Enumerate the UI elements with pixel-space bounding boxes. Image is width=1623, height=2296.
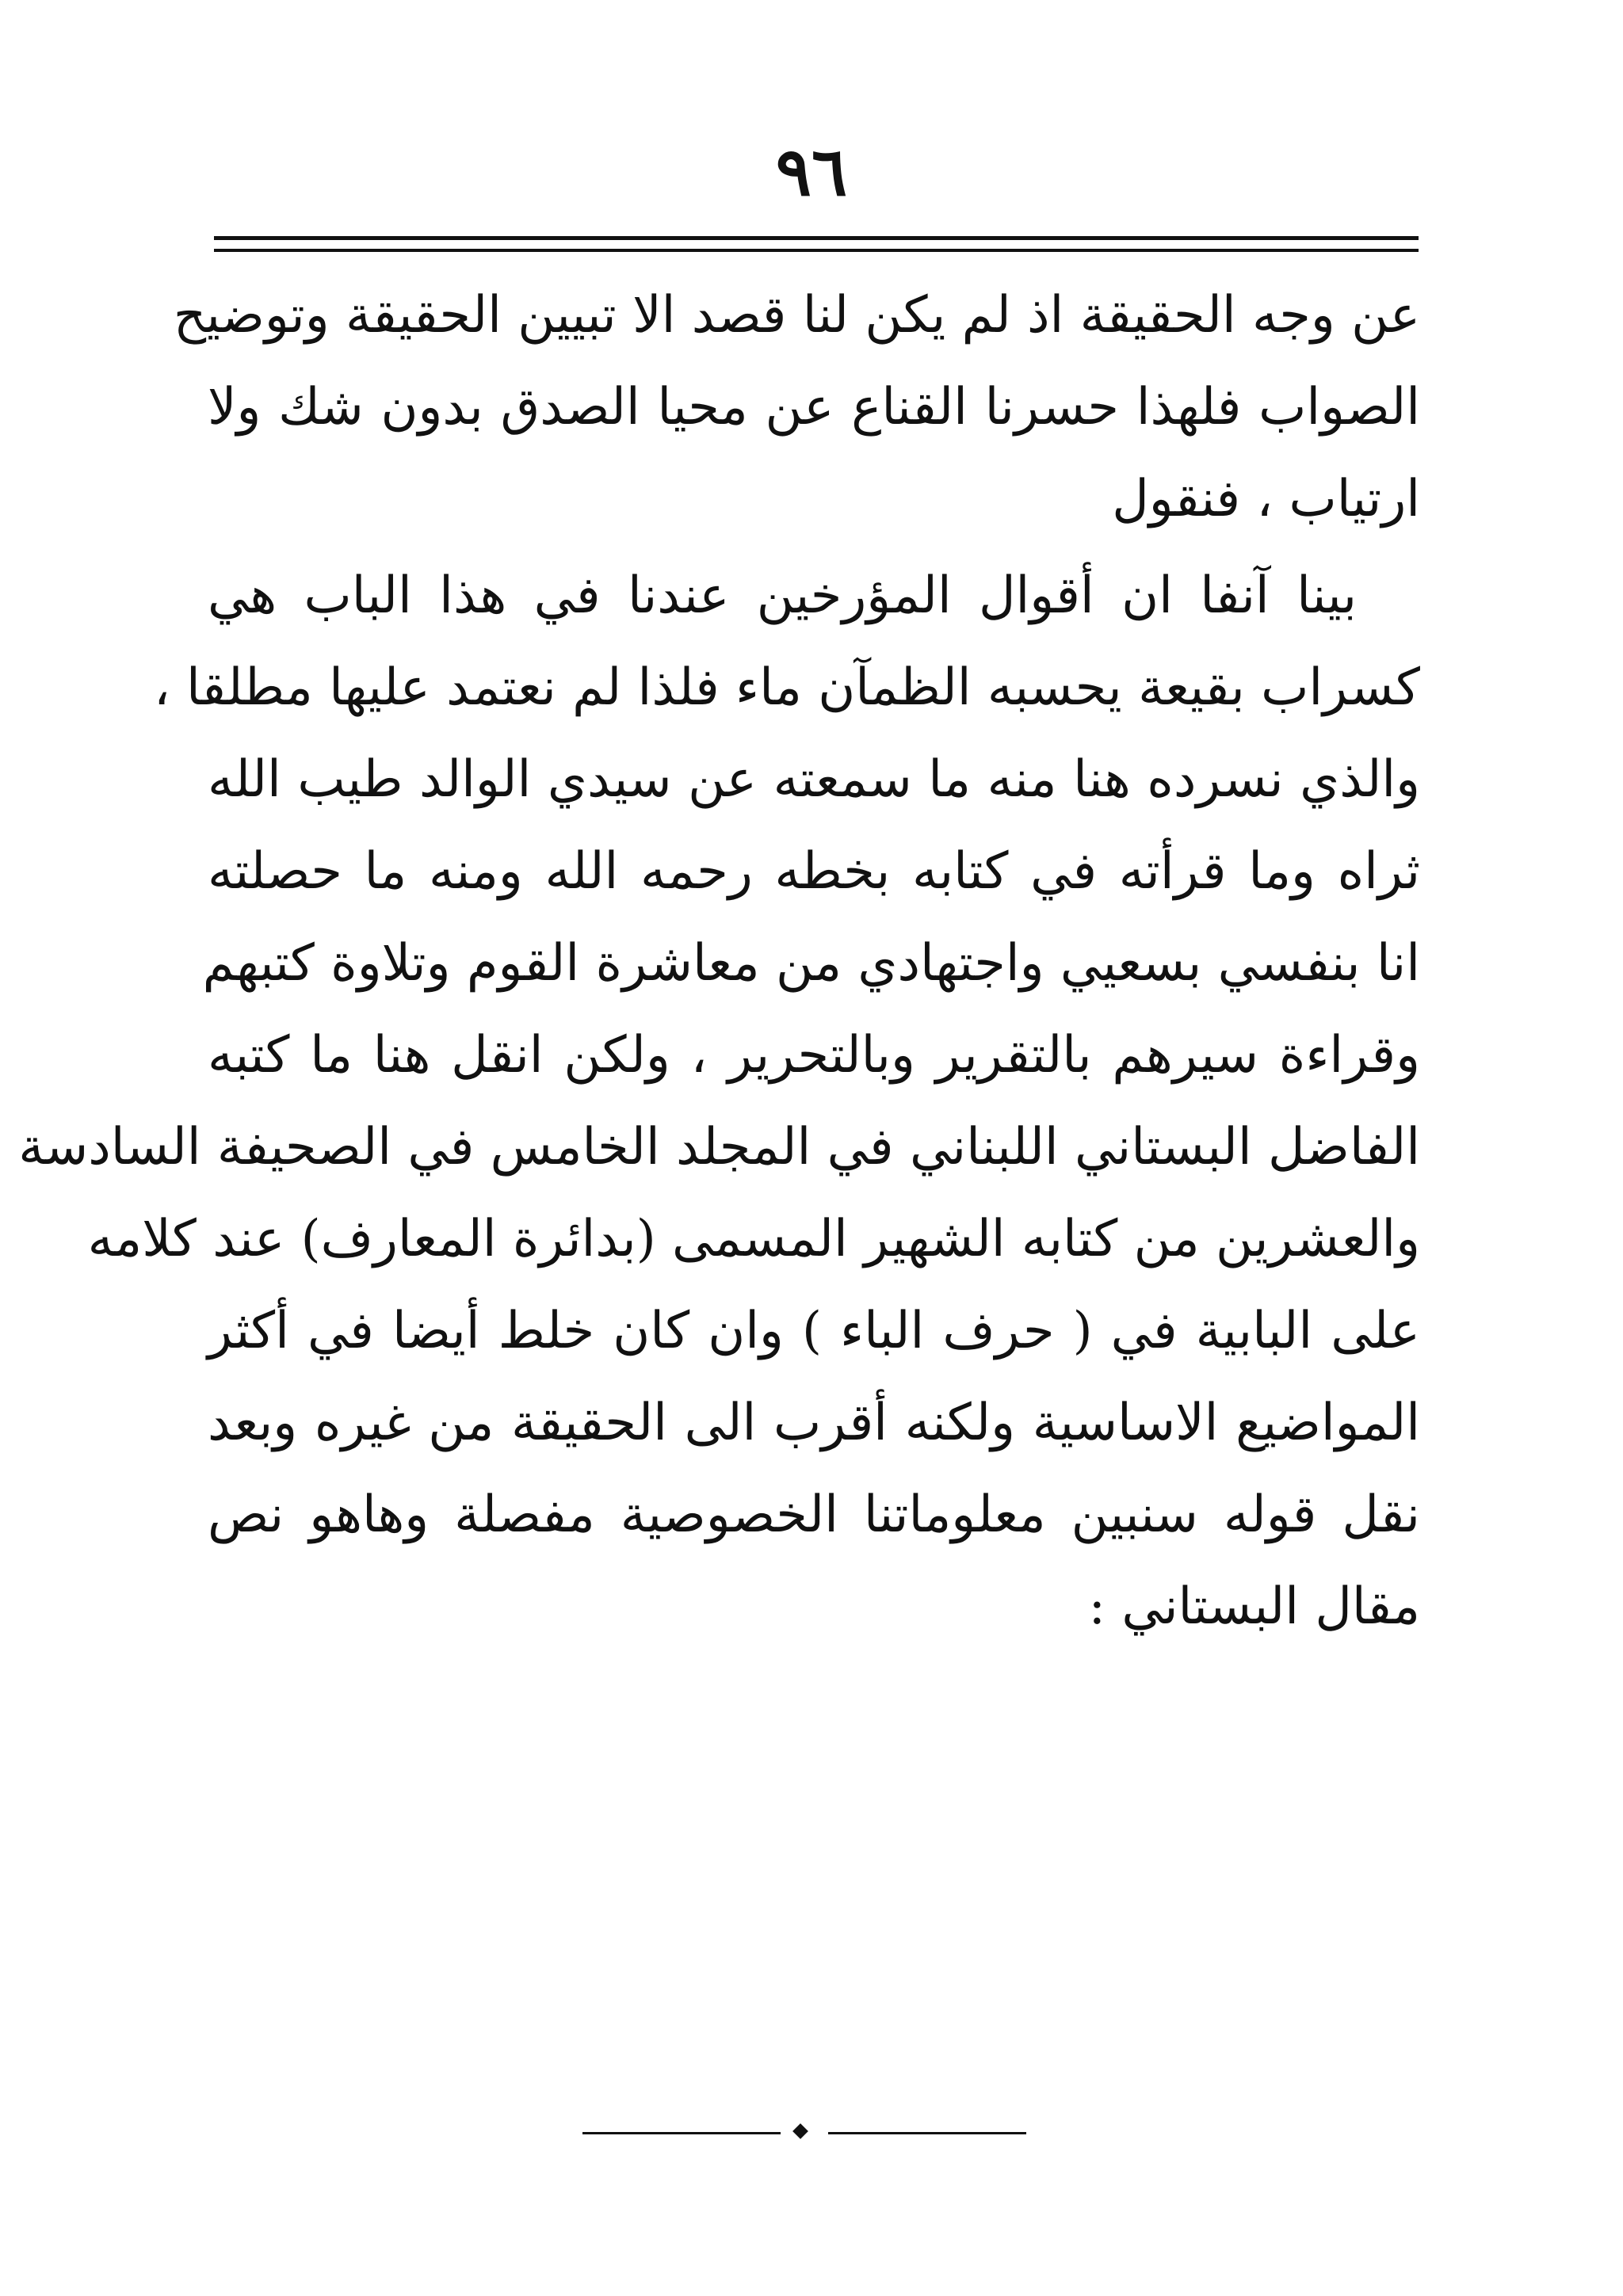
header-rule-bottom [214, 249, 1419, 252]
text-line-9: وقراءة سيرهم بالتقرير وبالتحرير ، ولكن انقل هنا ما كتبه [208, 1026, 1421, 1085]
ornament-bar-left [582, 2132, 781, 2134]
text-line-6: والذي نسرده هنا منه ما سمعته عن سيدي الوالد طيب الله [208, 750, 1421, 809]
ornament-bar-right [828, 2132, 1026, 2134]
text-line-13: المواضيع الاساسية ولكنه أقرب الى الحقيقة من غيره وبعد [208, 1394, 1420, 1452]
text-line-5: كسراب بقيعة يحسبه الظمآن ماء فلذا لم نعتمد عليها مطلقا ، [153, 658, 1420, 717]
text-line-8: انا بنفسي بسعيي واجتهادي من معاشرة القوم وتلاوة كتبهم [202, 934, 1420, 993]
footer-ornament [582, 2126, 1026, 2142]
text-line-7: ثراه وما قرأته في كتابه بخطه رحمه الله ومنه ما حصلته [208, 842, 1420, 901]
text-line-12: على البابية في ( حرف الباء ) وان كان خلط أيضا في أكثر [208, 1302, 1420, 1360]
text-line-14: نقل قوله سنبين معلوماتنا الخصوصية مفصلة وهاهو نص [208, 1486, 1420, 1544]
ornament-diamond-icon [792, 2123, 808, 2139]
text-line-3: ارتياب ، فنقول [1112, 470, 1420, 528]
text-line-1: عن وجه الحقيقة اذ لم يكن لنا قصد الا تبيين الحقيقة وتوضيح [173, 286, 1420, 345]
text-line-10: الفاضل البستاني اللبناني في المجلد الخامس في الصحيفة السادسة [18, 1118, 1420, 1177]
text-line-4: بينا آنفا ان أقوال المؤرخين عندنا في هذا الباب هي [208, 566, 1357, 625]
body-text [18, 269, 1421, 1653]
page-number: ٩٦ [775, 132, 848, 211]
header-rule-top [214, 236, 1419, 240]
text-line-2: الصواب فلهذا حسرنا القناع عن محيا الصدق بدون شك ولا [208, 378, 1420, 437]
text-line-15: مقال البستاني : [1088, 1577, 1420, 1636]
text-line-11: والعشرين من كتابه الشهير المسمى (بدائرة المعارف) عند كلامه [87, 1210, 1420, 1268]
